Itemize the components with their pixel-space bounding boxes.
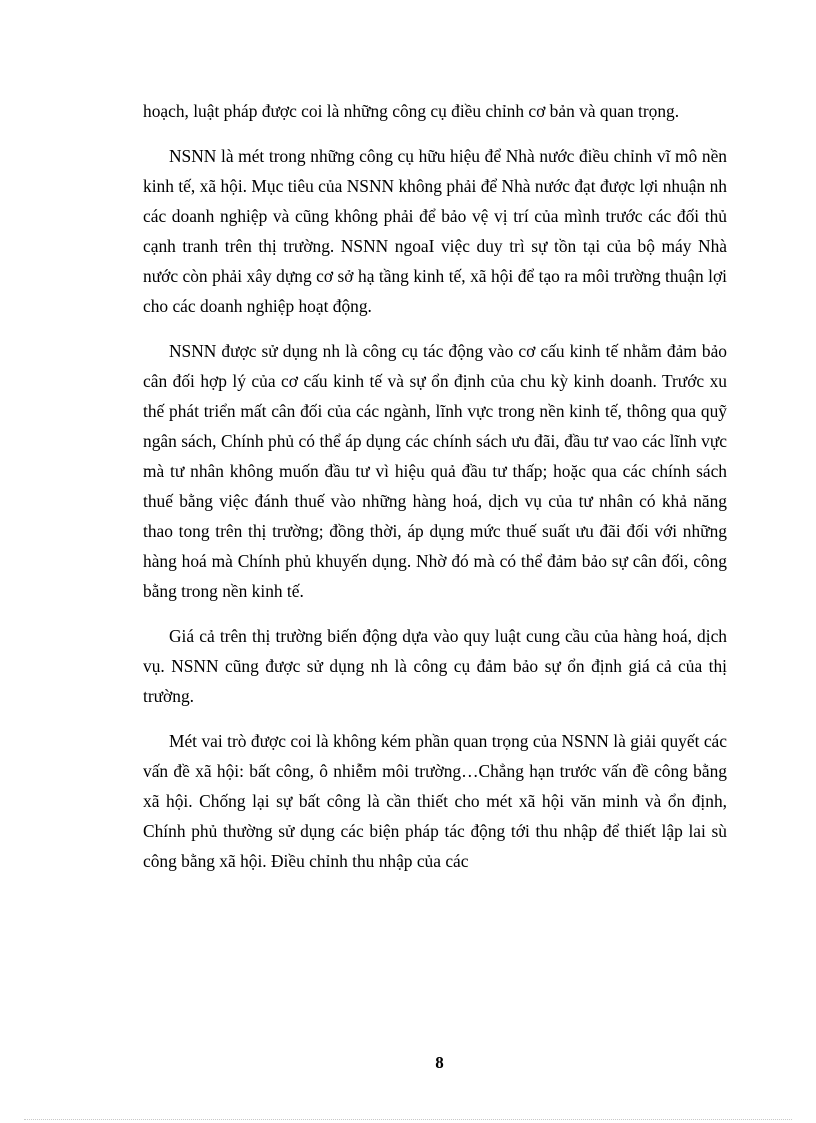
paragraph-social-issues: Mét vai trò được coi là không kém phần quan trọng của NSNN là giải quyết các vấn đề xã hội: bất công, ô nhiễm môi trường…Chẳng hạn trước vấn đề công bằng xã hội. Chống lại sự bất công là cần thiết cho mét xã hội văn minh và ổn định, Chính phủ thường sử dụng các biện pháp tác động tới thu nhập để thiết lập lai sù công bằng xã hội. Điều chỉnh thu nhập của các bbox=[143, 731, 727, 871]
paragraph-economic-structure: NSNN được sử dụng nh là công cụ tác động vào cơ cấu kinh tế nhằm đảm bảo cân đối hợp lý của cơ cấu kinh tế và sự ổn định của chu kỳ kinh doanh. Trước xu thế phát triển mất cân đối của các ngành, lĩnh vực trong nền kinh tế, thông qua quỹ ngân sách, Chính phủ có thể áp dụng các chính sách ưu đãi, đầu tư vao các lĩnh vực mà tư nhân không muốn đầu tư vì hiệu quả đầu tư thấp; hoặc qua các chính sách thuế bằng việc đánh thuế vào những hàng hoá, dịch vụ của tư nhân có khả năng thao tong trên thị trường; đồng thời, áp dụng mức thuế suất ưu đãi đối với những hàng hoá mà Chính phủ khuyến dụng. Nhờ đó mà có thể đảm bảo sự cân đối, công bằng trong nền kinh tế. bbox=[143, 341, 727, 601]
paragraph-price-stability: Giá cả trên thị trường biến động dựa vào quy luật cung cầu của hàng hoá, dịch vụ. NSNN cũng được sử dụng nh là công cụ đảm bảo sự ổn định giá cả của thị trường. bbox=[143, 626, 727, 706]
paragraph-continuation: hoạch, luật pháp được coi là những công cụ điều chỉnh cơ bản và quan trọng. bbox=[143, 101, 680, 121]
page-number: 8 bbox=[435, 1053, 444, 1072]
document-body bbox=[143, 96, 727, 891]
page-bottom-divider bbox=[24, 1119, 792, 1120]
paragraph-nsnn-macro-tool: NSNN là mét trong những công cụ hữu hiệu để Nhà nước điều chỉnh vĩ mô nền kinh tế, xã hội. Mục tiêu của NSNN không phải để Nhà nước đạt được lợi nhuận nh các doanh nghiệp và cũng không phải để bảo vệ vị trí của mình trước các đối thủ cạnh tranh trên thị trường. NSNN ngoaI việc duy trì sự tồn tại của bộ máy Nhà nước còn phải xây dựng cơ sở hạ tầng kinh tế, xã hội để tạo ra môi trường thuận lợi cho các doanh nghiệp hoạt động. bbox=[143, 146, 727, 316]
